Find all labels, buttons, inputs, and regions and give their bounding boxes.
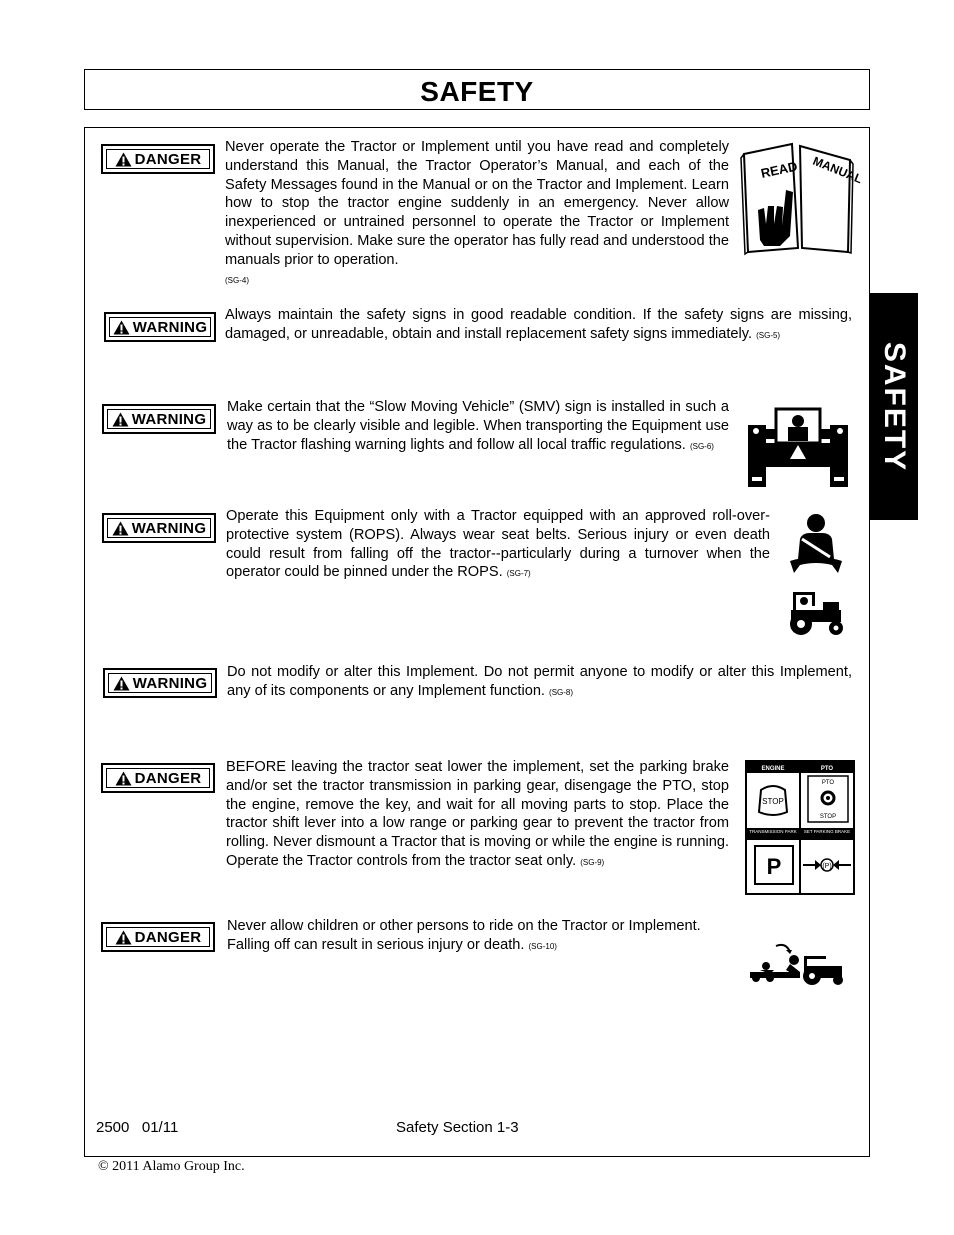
footer-section: Safety Section 1-3 (396, 1119, 519, 1136)
hazard-triangle-icon (113, 320, 130, 335)
tractor-controls-panel-icon (745, 760, 855, 895)
section-side-tab (869, 293, 918, 520)
warning-badge (102, 404, 216, 434)
badge-label: WARNING (132, 674, 208, 692)
safety-message (227, 663, 852, 703)
message-text: BEFORE leaving the tractor seat lower the implement, set the parking brake and/or set the tractor transmission in parking gear, disengage the PTO, stop the engine, remove the key, and wait for all moving parts to stop. Place the tractor shift lever into a low range or parking gear to prevent the tractor from rolling. Never dismount a Tractor that is moving or while the engine is running. Operate the Tractor controls from the tractor seat only. (226, 759, 729, 869)
safety-message (226, 507, 770, 584)
message-code: (SG-9) (580, 857, 605, 867)
message-text: Never allow children or other persons to ride on the Tractor or Implement. Falling off can result in serious injury or death. (227, 918, 701, 953)
badge-label: DANGER (134, 150, 202, 168)
svg-text:STOP: STOP (762, 797, 784, 806)
hazard-triangle-icon (112, 521, 129, 536)
badge-label: WARNING (131, 519, 207, 537)
badge-label: WARNING (132, 318, 208, 336)
message-text: Never operate the Tractor or Implement until you have read and completely understand this Manual, the Tractor Operator’s Manual, and each of the Safety Messages found in the Manual or on the Tractor and Implement. Learn how to stop the tractor engine suddenly in an emergency. Never allow inexperienced or untrained personnel to operate the Tractor or Implement without supervision. Make sure the operator has fully read and understood the manuals prior to operation. (225, 139, 729, 268)
hazard-triangle-icon (115, 152, 132, 167)
badge-label: WARNING (131, 410, 207, 428)
tractor-rops-icon (783, 588, 847, 636)
danger-badge (101, 922, 215, 952)
message-text: Make certain that the “Slow Moving Vehicle” (SMV) sign is installed in such a way as to be clearly visible and legible. When transporting the Equipment use the Tractor flashing warning lights and follow all local traffic regulations. (227, 399, 729, 453)
side-tab-label: SAFETY (877, 341, 911, 472)
hazard-triangle-icon (115, 771, 132, 786)
warning-badge (102, 513, 216, 543)
message-text: Operate this Equipment only with a Tractor equipped with an approved roll-over-protective system (ROPS). Always wear seat belts. Serious injury or even death could result from falling off the tractor--particularly during a turnover when the operator could be pinned under the ROPS. (226, 508, 770, 581)
svg-text:MANUAL: MANUAL (810, 153, 865, 187)
svg-text:STOP: STOP (819, 814, 837, 820)
message-code: (SG-5) (756, 330, 781, 340)
message-text: Do not modify or alter this Implement. Do not permit anyone to modify or alter this Implement, any of its components or any Implement function. (227, 664, 852, 699)
copyright: © 2011 Alamo Group Inc. (98, 1159, 245, 1174)
hazard-triangle-icon (112, 412, 129, 427)
hazard-triangle-icon (113, 676, 130, 691)
safety-message (226, 758, 729, 873)
safety-message (225, 306, 852, 346)
message-code: (SG-7) (506, 569, 531, 579)
svg-text:PTO: PTO (821, 780, 835, 786)
safety-message (227, 398, 729, 456)
hazard-triangle-icon (115, 930, 132, 945)
svg-text:READ: READ (759, 158, 799, 181)
danger-badge (101, 763, 215, 793)
tractor-rear-smv-icon (746, 403, 850, 487)
message-code: (SG-6) (689, 441, 714, 451)
message-code: (SG-8) (549, 687, 574, 697)
svg-text:PTO: PTO (820, 766, 834, 772)
falling-rider-icon (746, 942, 846, 986)
svg-text:TRANSMISSION PARK: TRANSMISSION PARK (749, 829, 797, 834)
page-title: SAFETY (420, 76, 534, 107)
read-manual-icon (740, 140, 865, 255)
safety-message (225, 138, 729, 290)
safety-message (227, 917, 737, 957)
svg-text:ENGINE: ENGINE (761, 766, 785, 772)
badge-label: DANGER (134, 928, 202, 946)
svg-text:SET PARKING BRAKE: SET PARKING BRAKE (803, 829, 851, 834)
warning-badge (104, 312, 216, 342)
page-header (84, 69, 870, 110)
footer-model-date: 2500 01/11 (96, 1119, 179, 1136)
message-code: (SG-10) (528, 941, 557, 951)
badge-label: DANGER (134, 769, 202, 787)
message-code: (SG-4) (225, 275, 249, 285)
warning-badge (103, 668, 217, 698)
svg-text:(P): (P) (822, 863, 832, 870)
danger-badge (101, 144, 215, 174)
message-text: Always maintain the safety signs in good readable condition. If the safety signs are missing, damaged, or unreadable, obtain and install replacement safety signs immediately. (225, 307, 852, 342)
svg-text:P: P (766, 854, 782, 879)
seat-belt-operator-icon (788, 513, 844, 575)
